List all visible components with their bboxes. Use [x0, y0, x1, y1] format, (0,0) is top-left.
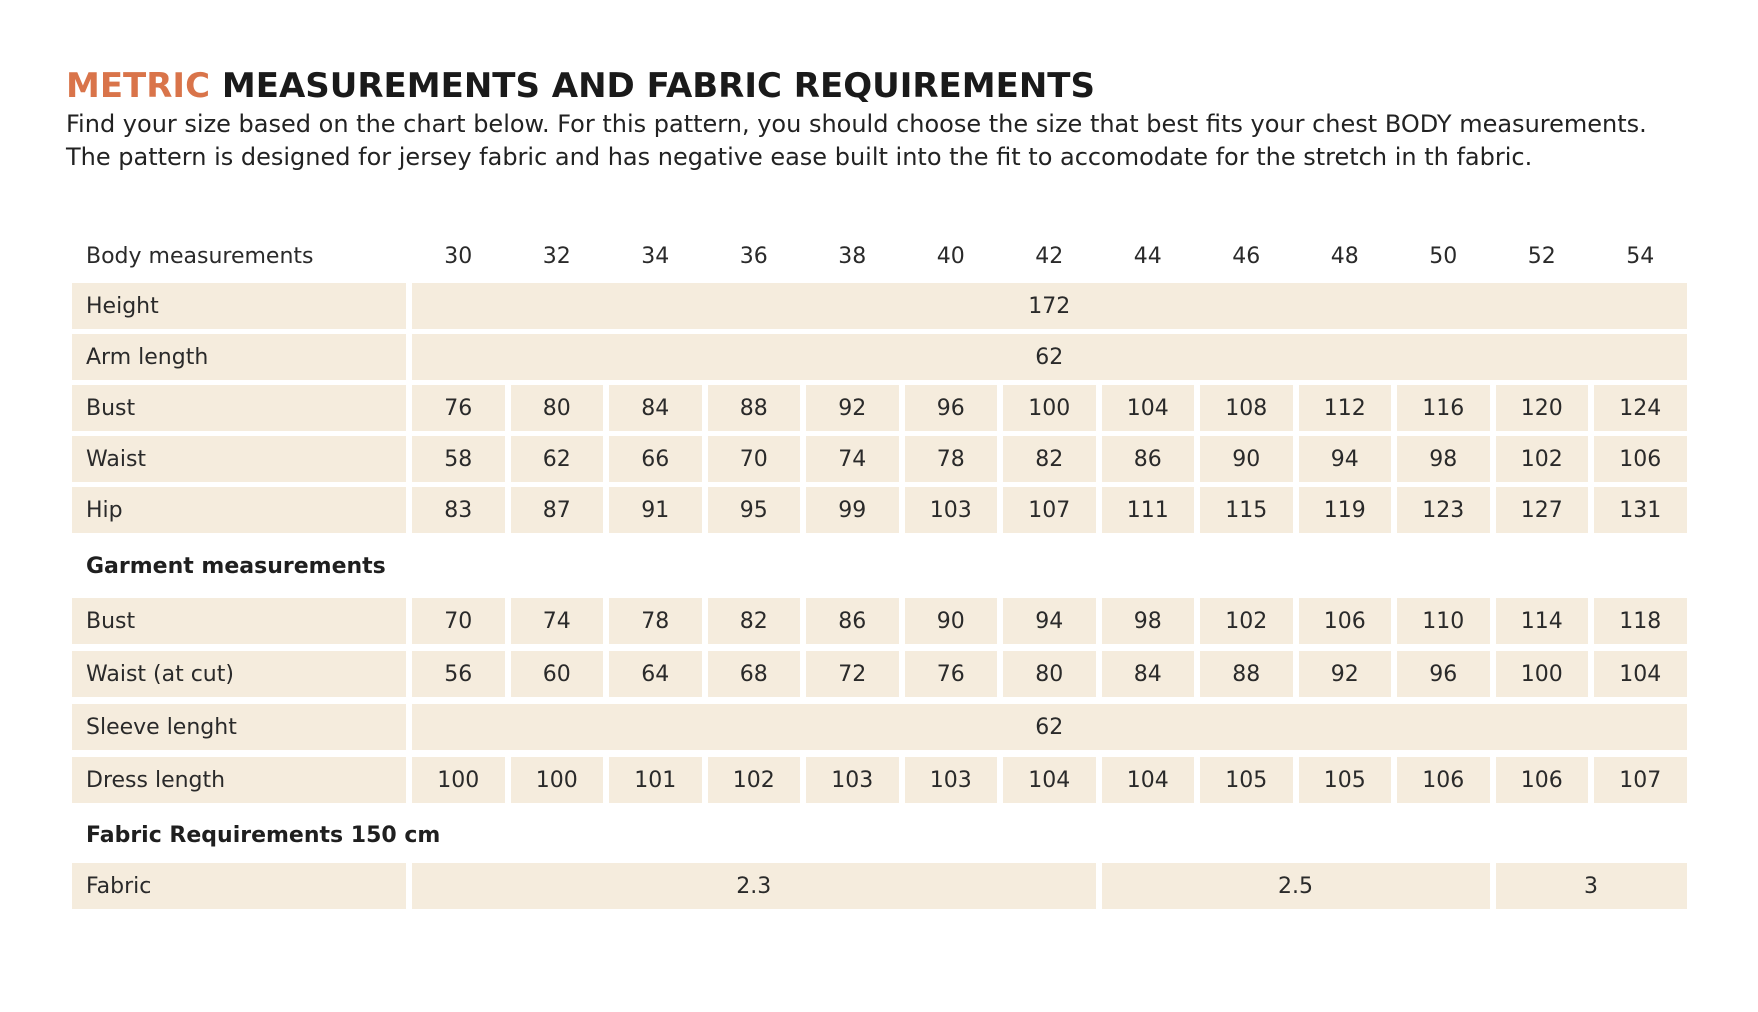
table-cell: 103: [905, 757, 998, 803]
table-cell: 106: [1299, 598, 1392, 644]
size-header-44: 44: [1133, 243, 1162, 269]
table-cell: 124: [1594, 385, 1687, 431]
garment-section-heading: Garment measurements: [86, 553, 386, 579]
row-label: Bust: [72, 598, 406, 644]
size-header-30: 30: [444, 243, 473, 269]
intro-line-1: Find your size based on the chart below. For this pattern, you should choose the size that best fits your chest BODY measurements.: [66, 110, 1647, 138]
table-cell: 110: [1397, 598, 1490, 644]
table-cell: 56: [412, 651, 505, 697]
fabric-value: 2.3: [412, 863, 1096, 909]
table-cell: 88: [1200, 651, 1293, 697]
table-cell: 104: [1102, 385, 1195, 431]
intro-line-2: The pattern is designed for jersey fabric and has negative ease built into the fit to accomodate for the stretch in th fabric.: [66, 143, 1533, 171]
table-cell: 106: [1397, 757, 1490, 803]
table-cell: 120: [1496, 385, 1589, 431]
table-cell: 104: [1594, 651, 1687, 697]
row-label: Dress length: [72, 757, 406, 803]
row-label: Arm length: [72, 334, 406, 380]
table-cell: 115: [1200, 487, 1293, 533]
table-cell: 103: [806, 757, 899, 803]
table-cell: 84: [1102, 651, 1195, 697]
size-header-32: 32: [542, 243, 571, 269]
table-cell: 98: [1397, 436, 1490, 482]
table-cell: 84: [609, 385, 702, 431]
row-label: Height: [72, 283, 406, 329]
table-cell: 60: [511, 651, 604, 697]
table-cell: 103: [905, 487, 998, 533]
table-cell: 116: [1397, 385, 1490, 431]
table-cell: 70: [708, 436, 801, 482]
size-header-36: 36: [739, 243, 768, 269]
spanning-value: 62: [412, 334, 1687, 380]
table-cell: 87: [511, 487, 604, 533]
table-cell: 102: [1496, 436, 1589, 482]
table-cell: 123: [1397, 487, 1490, 533]
table-cell: 100: [1496, 651, 1589, 697]
table-cell: 74: [511, 598, 604, 644]
table-cell: 106: [1594, 436, 1687, 482]
table-cell: 92: [806, 385, 899, 431]
table-cell: 86: [1102, 436, 1195, 482]
row-label: Waist: [72, 436, 406, 482]
table-cell: 100: [511, 757, 604, 803]
table-cell: 104: [1102, 757, 1195, 803]
fabric-value: 3: [1496, 863, 1687, 909]
row-label: Bust: [72, 385, 406, 431]
table-cell: 108: [1200, 385, 1293, 431]
table-cell: 76: [905, 651, 998, 697]
table-cell: 119: [1299, 487, 1392, 533]
table-cell: 78: [609, 598, 702, 644]
table-cell: 95: [708, 487, 801, 533]
table-cell: 74: [806, 436, 899, 482]
fabric-value: 2.5: [1102, 863, 1490, 909]
table-cell: 70: [412, 598, 505, 644]
title-rest: MEASUREMENTS AND FABRIC REQUIREMENTS: [210, 66, 1095, 106]
table-cell: 127: [1496, 487, 1589, 533]
table-cell: 80: [1003, 651, 1096, 697]
fabric-section-heading: Fabric Requirements 150 cm: [86, 822, 441, 848]
row-label: Waist (at cut): [72, 651, 406, 697]
table-cell: 68: [708, 651, 801, 697]
table-cell: 58: [412, 436, 505, 482]
table-cell: 78: [905, 436, 998, 482]
table-cell: 76: [412, 385, 505, 431]
table-cell: 86: [806, 598, 899, 644]
table-cell: 101: [609, 757, 702, 803]
table-cell: 82: [708, 598, 801, 644]
size-header-38: 38: [838, 243, 867, 269]
table-cell: 99: [806, 487, 899, 533]
table-cell: 102: [708, 757, 801, 803]
table-cell: 96: [905, 385, 998, 431]
table-cell: 90: [1200, 436, 1293, 482]
table-cell: 114: [1496, 598, 1589, 644]
size-header-50: 50: [1429, 243, 1458, 269]
size-header-40: 40: [936, 243, 965, 269]
table-cell: 82: [1003, 436, 1096, 482]
table-cell: 100: [1003, 385, 1096, 431]
row-label: Sleeve lenght: [72, 704, 406, 750]
table-cell: 64: [609, 651, 702, 697]
title-accent: METRIC: [66, 66, 211, 106]
table-cell: 80: [511, 385, 604, 431]
spanning-value: 172: [412, 283, 1687, 329]
table-cell: 131: [1594, 487, 1687, 533]
table-cell: 72: [806, 651, 899, 697]
table-cell: 105: [1200, 757, 1293, 803]
size-header-46: 46: [1232, 243, 1261, 269]
table-cell: 92: [1299, 651, 1392, 697]
table-cell: 94: [1003, 598, 1096, 644]
table-cell: 104: [1003, 757, 1096, 803]
table-cell: 100: [412, 757, 505, 803]
size-header-48: 48: [1330, 243, 1359, 269]
table-cell: 88: [708, 385, 801, 431]
body-measurements-header: Body measurements: [86, 243, 314, 269]
table-cell: 107: [1594, 757, 1687, 803]
table-cell: 102: [1200, 598, 1293, 644]
size-header-54: 54: [1626, 243, 1655, 269]
row-label: Fabric: [72, 863, 406, 909]
table-cell: 83: [412, 487, 505, 533]
table-cell: 105: [1299, 757, 1392, 803]
table-cell: 107: [1003, 487, 1096, 533]
table-cell: 112: [1299, 385, 1392, 431]
table-cell: 96: [1397, 651, 1490, 697]
table-cell: 98: [1102, 598, 1195, 644]
table-cell: 66: [609, 436, 702, 482]
row-label: Hip: [72, 487, 406, 533]
table-cell: 118: [1594, 598, 1687, 644]
table-cell: 90: [905, 598, 998, 644]
table-cell: 106: [1496, 757, 1589, 803]
table-cell: 62: [511, 436, 604, 482]
size-header-52: 52: [1527, 243, 1556, 269]
table-cell: 94: [1299, 436, 1392, 482]
table-cell: 91: [609, 487, 702, 533]
size-header-34: 34: [641, 243, 670, 269]
table-cell: 111: [1102, 487, 1195, 533]
spanning-value: 62: [412, 704, 1687, 750]
size-header-42: 42: [1035, 243, 1064, 269]
